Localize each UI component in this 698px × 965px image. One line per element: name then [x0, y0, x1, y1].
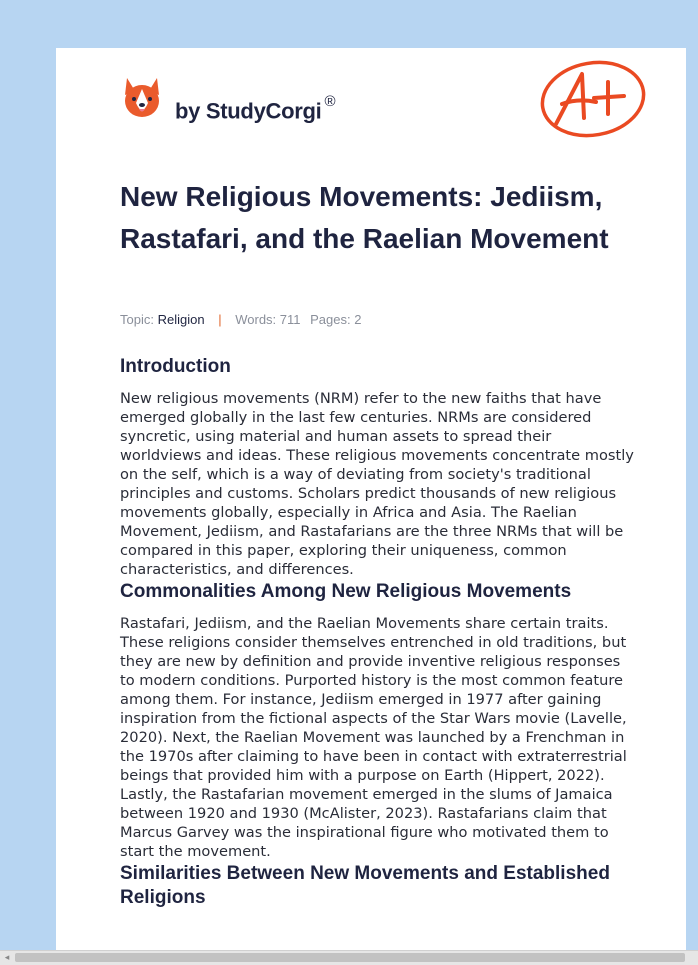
article-meta: [120, 312, 361, 327]
registered-mark: ®: [324, 93, 336, 110]
corgi-logo-icon: [122, 76, 162, 120]
document-page: [56, 48, 686, 950]
topic-label: Topic:: [120, 312, 154, 327]
section-heading-similarities: Similarities Between New Movements and Established Religions: [120, 863, 610, 908]
brand-name: [175, 93, 336, 124]
topic-link[interactable]: Religion: [157, 312, 205, 327]
section-body-commonalities: Rastafari, Jediism, and the Raelian Movements share certain traits. These religions consider themselves entrenched in old traditions, but they are new by definition and provide inventive religious responses to modern conditions. Purported history is the most common feature among them. For instance, Jediism emerged in 1977 after gaining inspiration from the fictional aspects of the Star Wars movie (Lavelle, 2020). Next, the Raelian Movement was launched by a Frenchman in the 1970s after claiming to have been in contact with extraterrestrial beings that provided him with a purpose on Earth (Hippert, 2022). Lastly, the Rastafarian movement emerged in the slums of Jamaica between 1920 and 1930 (McAlister, 2023). Rastafarians claim that Marcus Garvey was the inspirational figure who motivated them to start the movement.: [120, 615, 627, 860]
meta-separator: |: [218, 312, 222, 327]
scrollbar-thumb[interactable]: [15, 953, 685, 962]
words-label: Words:: [235, 312, 277, 327]
section-heading-introduction: Introduction: [120, 356, 231, 377]
section-body-introduction: New religious movements (NRM) refer to the new faiths that have emerged globally in the last few centuries. NRMs are considered syncretic, using material and human assets to spread their worldviews and ideas. These religious movements concentrate mostly on the self, which is a way of deviating from society's traditional principles and customs. Scholars predict thousands of new religious movements globally, especially in Africa and Asia. The Raelian Movement, Jediism, and Rastafarians are the three NRMs that will be compared in this paper, exploring their uniqueness, common characteristics, and differences.: [120, 390, 634, 578]
page-title: New Religious Movements: Jediism, Rastafari, and the Raelian Movement: [120, 181, 609, 254]
horizontal-scrollbar[interactable]: [0, 950, 698, 965]
scroll-left-arrow-icon[interactable]: ◂: [4, 953, 10, 963]
words-count: 711: [279, 312, 301, 327]
pages-label: Pages:: [310, 312, 351, 327]
section-heading-commonalities: Commonalities Among New Religious Movements: [120, 581, 572, 602]
pages-count: 2: [354, 312, 362, 327]
brand-text: by StudyCorgi: [175, 98, 322, 124]
a-plus-grade-icon: [538, 58, 648, 140]
article-body: [120, 352, 636, 910]
